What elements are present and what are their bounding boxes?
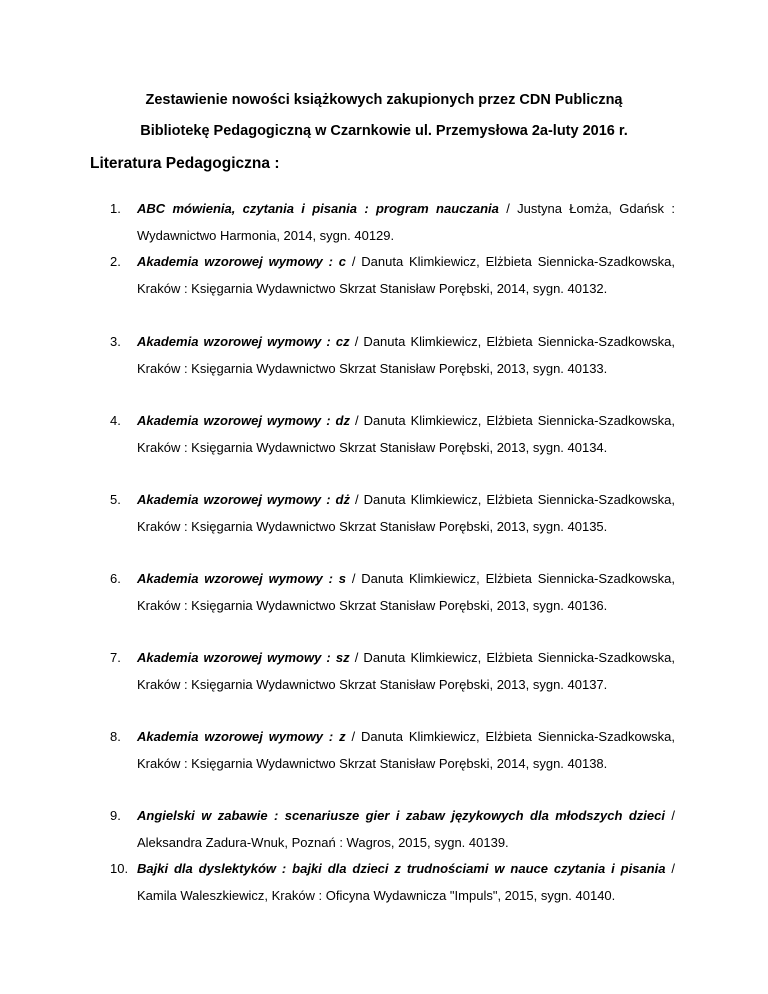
item-number: 5. [110,492,121,507]
item-text [137,487,675,540]
item-number: 10. [110,861,129,876]
item-number: 9. [110,808,121,823]
item-text [137,329,675,382]
item-details: / Danuta Klimkiewicz, Elżbieta Siennicka-Szadkowska, Kraków : Księgarnia Wydawnictwo Skrzat Stanisław Porębski, 2013, sygn. 40136. [137,571,675,613]
item-details: / Danuta Klimkiewicz, Elżbieta Siennicka-Szadkowska, Kraków : Księgarnia Wydawnictwo Skrzat Stanisław Porębski, 2014, sygn. 40132. [137,254,675,296]
item-number: 8. [110,729,121,744]
item-title: Akademia wzorowej wymowy : c [137,254,346,269]
item-number: 2. [110,254,121,269]
item-details: / Danuta Klimkiewicz, Elżbieta Siennicka-Szadkowska, Kraków : Księgarnia Wydawnictwo Skrzat Stanisław Porębski, 2013, sygn. 40135. [137,492,675,534]
heading-line-1: Zestawienie nowości książkowych zakupionych przez CDN Publiczną [145,92,623,108]
item-text [137,249,675,302]
item-details: / Justyna Łomża, Gdańsk : Wydawnictwo Harmonia, 2014, sygn. 40129. [137,201,675,243]
item-text [137,408,675,461]
item-details: / Danuta Klimkiewicz, Elżbieta Siennicka-Szadkowska, Kraków : Księgarnia Wydawnictwo Skrzat Stanisław Porębski, 2014, sygn. 40138. [137,729,675,771]
item-title: Akademia wzorowej wymowy : z [137,729,346,744]
item-number: 1. [110,201,121,216]
item-number: 4. [110,413,121,428]
item-title: Akademia wzorowej wymowy : s [137,571,346,586]
item-title: ABC mówienia, czytania i pisania : program nauczania [137,201,499,216]
item-text [137,566,675,619]
item-details: / Danuta Klimkiewicz, Elżbieta Siennicka-Szadkowska, Kraków : Księgarnia Wydawnictwo Skrzat Stanisław Porębski, 2013, sygn. 40134. [137,413,675,455]
item-details: / Kamila Waleszkiewicz, Kraków : Oficyna Wydawnicza "Impuls", 2015, sygn. 40140. [137,861,675,903]
heading-line-2: Bibliotekę Pedagogiczną w Czarnkowie ul. Przemysłowa 2a-luty 2016 r. [140,123,628,139]
item-number: 6. [110,571,121,586]
item-details: / Aleksandra Zadura-Wnuk, Poznań : Wagros, 2015, sygn. 40139. [137,808,675,850]
item-title: Akademia wzorowej wymowy : dż [137,492,350,507]
item-details: / Danuta Klimkiewicz, Elżbieta Siennicka-Szadkowska, Kraków : Księgarnia Wydawnictwo Skrzat Stanisław Porębski, 2013, sygn. 40133. [137,334,675,376]
item-title: Akademia wzorowej wymowy : dz [137,413,350,428]
item-text [137,196,675,249]
item-title: Akademia wzorowej wymowy : sz [137,650,350,665]
item-details: / Danuta Klimkiewicz, Elżbieta Siennicka-Szadkowska, Kraków : Księgarnia Wydawnictwo Skrzat Stanisław Porębski, 2013, sygn. 40137. [137,650,675,692]
item-text [137,645,675,698]
item-title: Bajki dla dyslektyków : bajki dla dzieci z trudnościami w nauce czytania i pisania [137,861,666,876]
section-title: Literatura Pedagogiczna : [90,155,280,172]
item-number: 3. [110,334,121,349]
item-text [137,724,675,777]
item-title: Angielski w zabawie : scenariusze gier i zabaw językowych dla młodszych dzieci [137,808,665,823]
item-text [137,856,675,909]
item-title: Akademia wzorowej wymowy : cz [137,334,350,349]
item-text [137,803,675,856]
item-number: 7. [110,650,121,665]
